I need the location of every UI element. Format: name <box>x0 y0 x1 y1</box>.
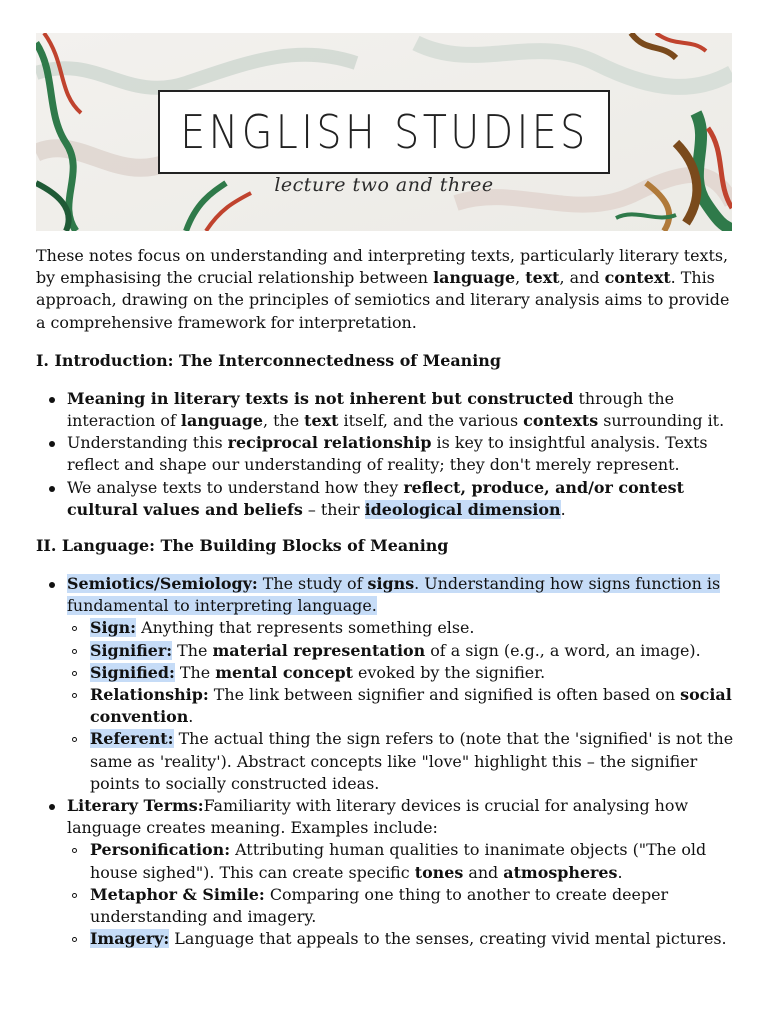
sublist-item: Metaphor & Simile: Comparing one thing to another to create deeper understanding and imagery. <box>90 884 736 928</box>
list-item: Understanding this reciprocal relationship is key to insightful analysis. Texts reflect and shape our understanding of reality; they don't merely represent. <box>67 432 736 476</box>
semiotics-sublist <box>67 617 736 795</box>
intro-paragraph: These notes focus on understanding and interpreting texts, particularly literary texts, by emphasising the crucial relationship between language, text, and context. This approach, drawing on the principles of semiotics and literary analysis aims to provide a comprehensive framework for interpretation. <box>36 246 730 332</box>
list-item: We analyse texts to understand how they reflect, produce, and/or contest cultural values and beliefs – their ideological dimension. <box>67 477 736 521</box>
sublist-item: Imagery: Language that appeals to the senses, creating vivid mental pictures. <box>90 928 736 950</box>
header-banner <box>36 33 732 231</box>
introduction-list <box>36 388 736 521</box>
highlighted-text: Semiotics/Semiology: The study of signs. Understanding how signs function is fundamental to interpreting language. <box>67 574 721 616</box>
document-title: ENGLISH STUDIES <box>179 105 589 159</box>
sublist-item: Signifier: The material representation of a sign (e.g., a word, an image). <box>90 640 736 662</box>
sublist-item: Referent: The actual thing the sign refers to (note that the 'signified' is not the same as 'reality'). Abstract concepts like "love" highlight this – the signifier points to socially constructed ideas. <box>90 728 736 795</box>
sublist-item: Sign: Anything that represents something else. <box>90 617 736 639</box>
section-heading-introduction: I. Introduction: The Interconnectedness of Meaning <box>36 350 501 370</box>
document-body <box>36 245 736 964</box>
list-item-literary-terms: Literary Terms:Familiarity with literary devices is crucial for analysing how language creates meaning. Examples include: Personification: Attributing human qualities to inanimate objects ("The old house sighed"). This can create specific tones and atmospheres. Metaphor & Simile: Comparing one thing to another to create deeper understanding and imagery. Imagery: Language that appeals to the senses, creating vivid mental pictures. <box>67 795 736 950</box>
list-item: Meaning in literary texts is not inherent but constructed through the interaction of language, the text itself, and the various contexts surrounding it. <box>67 388 736 432</box>
section-heading-language: II. Language: The Building Blocks of Meaning <box>36 536 449 556</box>
sublist-item: Signified: The mental concept evoked by the signifier. <box>90 662 736 684</box>
list-item-semiotics <box>67 573 736 795</box>
document-subtitle: lecture two and three <box>274 174 494 196</box>
sublist-item: Personification: Attributing human qualities to inanimate objects ("The old house sighed"). This can create specific tones and atmospheres. <box>90 839 736 883</box>
literary-sublist <box>67 839 736 950</box>
title-box <box>158 90 610 174</box>
sublist-item: Relationship: The link between signifier and signified is often based on social convention. <box>90 684 736 728</box>
highlighted-text: ideological dimension <box>364 499 561 519</box>
language-list <box>36 573 736 950</box>
